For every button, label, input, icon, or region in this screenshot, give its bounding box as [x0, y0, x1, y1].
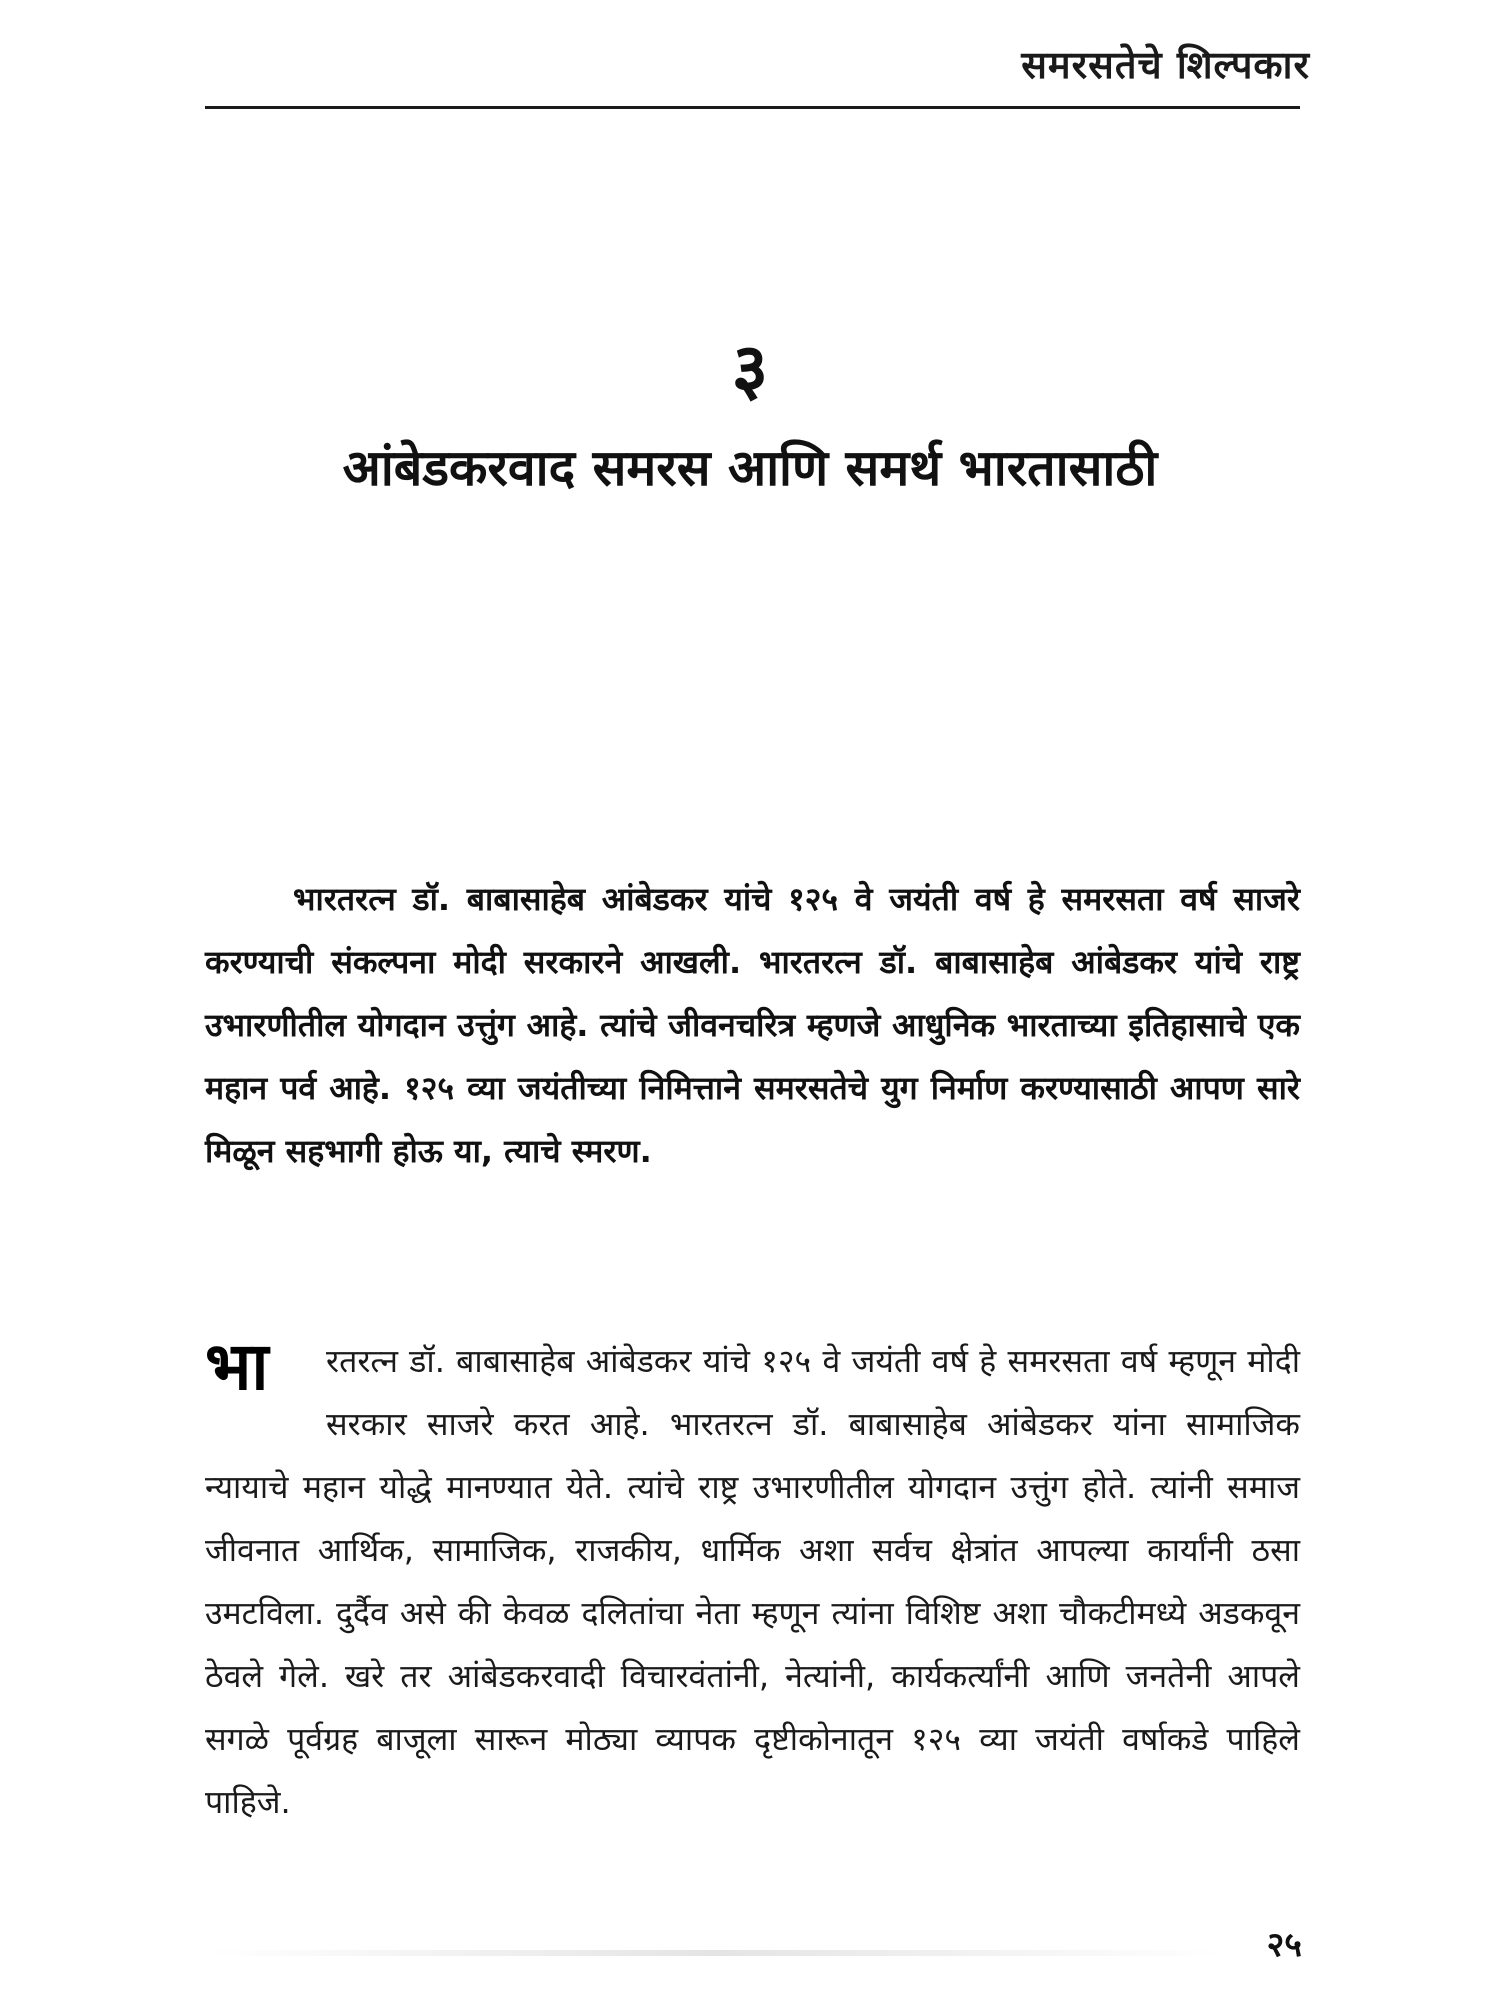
- body-paragraph: [205, 1330, 1300, 1834]
- running-header-title: समरसतेचे शिल्पकार: [1021, 43, 1310, 87]
- chapter-number: ३: [731, 328, 769, 410]
- footer-smudge: [210, 1950, 1220, 1956]
- chapter-title: आंबेडकरवाद समरस आणि समर्थ भारतासाठी: [342, 439, 1158, 497]
- header-rule: [205, 106, 1300, 109]
- page-number: २५: [1266, 1925, 1302, 1965]
- body-paragraph-text: रतरत्न डॉ. बाबासाहेब आंबेडकर यांचे १२५ वे जयंती वर्ष हे समरसता वर्ष म्हणून मोदी सरकार साजरे करत आहे. भारतरत्न डॉ. बाबासाहेब आंबेडकर यांना सामाजिक न्यायाचे महान योद्धे मानण्यात येते. त्यांचे राष्ट्र उभारणीतील योगदान उत्तुंग होते. त्यांनी समाज जीवनात आर्थिक, सामाजिक, राजकीय, धार्मिक अशा सर्वच क्षेत्रांत आपल्या कार्यांनी ठसा उमटविला. दुर्दैव असे की केवळ दलितांचा नेता म्हणून त्यांना विशिष्ट अशा चौकटीमध्ये अडकवून ठेवले गेले. खरे तर आंबेडकरवादी विचारवंतांनी, नेत्यांनी, कार्यकर्त्यांनी आणि जनतेनी आपले सगळे पूर्वग्रह बाजूला सारून मोठ्या व्यापक दृष्टीकोनातून १२५ व्या जयंती वर्षाकडे पाहिले पाहिजे.: [205, 1342, 1300, 1821]
- drop-cap: भा: [205, 1328, 269, 1405]
- chapter-abstract: भारतरत्न डॉ. बाबासाहेब आंबेडकर यांचे १२५ वे जयंती वर्ष हे समरसता वर्ष साजरे करण्याची संकल्पना मोदी सरकारने आखली. भारतरत्न डॉ. बाबासाहेब आंबेडकर यांचे राष्ट्र उभारणीतील योगदान उत्तुंग आहे. त्यांचे जीवनचरित्र म्हणजे आधुनिक भारताच्या इतिहासाचे एक महान पर्व आहे. १२५ व्या जयंतीच्या निमित्ताने समरसतेचे युग निर्माण करण्यासाठी आपण सारे मिळून सहभागी होऊ या, त्याचे स्मरण.: [205, 880, 1300, 1170]
